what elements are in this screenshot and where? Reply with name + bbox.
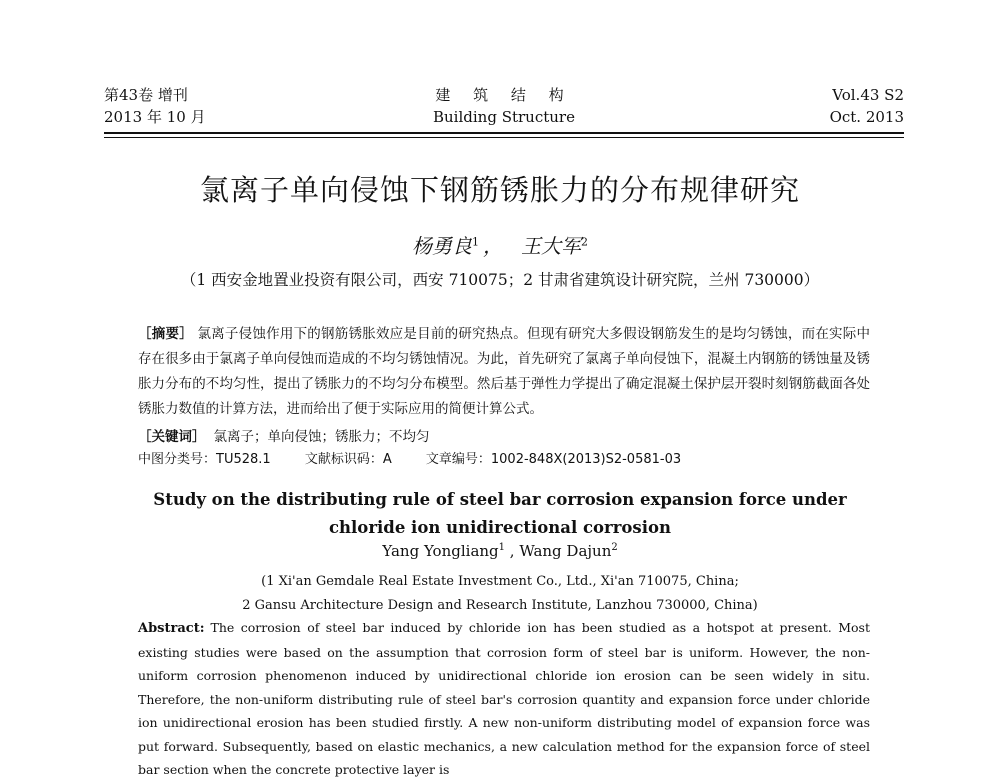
abstract-cn-text: 氯离子侵蚀作用下的钢筋锈胀效应是目前的研究热点。但现有研究大多假设钢筋发生的是均匀锈蚀，而在实际中存在很多由于氯离子单向侵蚀而造成的不均匀锈蚀情况。为此，首先研究了氯离子单向侵蚀下，混凝土内钢筋的锈蚀量及锈胀力分布的不均匀性，提出了锈胀力的不均匀分布模型。然后基于弹性力学提出了确定混凝土保护层开裂时刻钢筋截面各处锈胀力数值的计算方法，进而给出了便于实际应用的简便计算公式。 bbox=[138, 326, 871, 417]
journal-header bbox=[104, 84, 904, 132]
publish-date-en: Oct. 2013 bbox=[829, 108, 904, 126]
header-right bbox=[830, 84, 904, 128]
abstract-cn bbox=[138, 322, 870, 422]
abstract-en-text: The corrosion of steel bar induced by chloride ion has been studied as a hotspot at present. Most existing studies were based on the assumption that corrosion form of steel bar is uniform. However, the non-uniform corrosion phenomenon induced by unidirectional chloride ion erosion can be seen widely in situ. Therefore, the non-uniform distributing rule of steel bar's corrosion quantity and expansion force under chloride ion unidirectional erosion has been studied firstly. A new non-uniform distributing model of expansion force was put forward. Subsequently, based on elastic mechanics, a new calculation method for the expansion force of steel bar section when the concrete protective layer is bbox=[138, 620, 870, 777]
header-center bbox=[104, 84, 904, 128]
header-rule-thick bbox=[104, 132, 904, 134]
affiliation-en-2: 2 Gansu Architecture Design and Research Institute, Lanzhou 730000, China) bbox=[242, 598, 758, 613]
article-number: 文章编号：1002-848X(2013)S2-0581-03 bbox=[425, 452, 682, 467]
affiliations-cn: （1 西安金地置业投资有限公司，西安 710075；2 甘肃省建筑设计研究院，兰州 730000） bbox=[180, 271, 820, 289]
author-1-affil-en: 1 bbox=[498, 542, 506, 553]
paper-title-en-line2: chloride ion unidirectional corrosion bbox=[329, 518, 671, 537]
header-rule-thin bbox=[104, 137, 904, 138]
volume-issue-en: Vol.43 S2 bbox=[832, 86, 904, 104]
publish-date: 2013 年 10 月 bbox=[104, 108, 206, 126]
abstract-cn-label: ［摘要］ bbox=[138, 326, 193, 342]
affiliations-en bbox=[0, 570, 1000, 618]
keywords-cn bbox=[138, 426, 870, 448]
abstract-en bbox=[138, 616, 870, 782]
paper-title-cn: 氯离子单向侵蚀下钢筋锈胀力的分布规律研究 bbox=[199, 173, 800, 207]
journal-name-cn: 建 筑 结 构 bbox=[435, 86, 573, 104]
paper-title-en-line1: Study on the distributing rule of steel bar corrosion expansion force under bbox=[153, 490, 847, 509]
author-1-cn: 杨勇良 bbox=[412, 234, 472, 258]
abstract-en-label: Abstract: bbox=[138, 621, 205, 636]
author-1-en: Yang Yongliang bbox=[382, 542, 499, 560]
document-code: 文献标识码：A bbox=[304, 452, 392, 467]
affiliation-en-1: (1 Xi'an Gemdale Real Estate Investment Co., Ltd., Xi'an 710075, China; bbox=[261, 574, 739, 589]
author-1-affil-cn: 1 bbox=[472, 235, 479, 249]
classification-meta bbox=[138, 450, 870, 470]
author-2-cn: 王大军 bbox=[521, 234, 581, 258]
clc-number: 中图分类号：TU528.1 bbox=[138, 452, 271, 467]
author-2-affil-en: 2 bbox=[611, 542, 618, 553]
journal-name-en: Building Structure bbox=[433, 108, 575, 126]
paper-title-en bbox=[0, 486, 1000, 542]
author-2-affil-cn: 2 bbox=[581, 235, 588, 249]
author-separator-cn: ， bbox=[483, 234, 503, 258]
author-2-en: Wang Dajun bbox=[519, 542, 612, 560]
authors-en bbox=[0, 542, 1000, 560]
authors-cn bbox=[0, 230, 1000, 259]
keywords-cn-text: 氯离子；单向侵蚀；锈胀力；不均匀 bbox=[213, 429, 430, 445]
keywords-cn-label: ［关键词］ bbox=[138, 429, 206, 445]
volume-issue: 第43卷 增刊 bbox=[104, 86, 188, 104]
author-separator-en: , bbox=[505, 542, 520, 560]
